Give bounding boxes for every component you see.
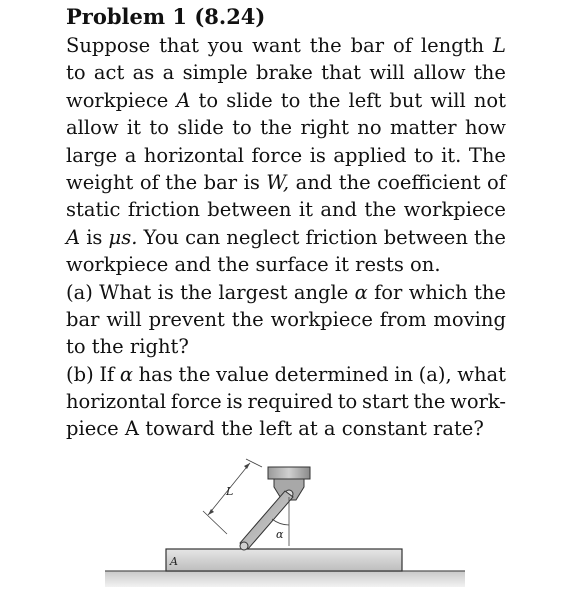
dimension-arrow-bottom [208,509,214,515]
workpiece-label: A [170,555,178,568]
problem-text-line: A is μs. You can neglect friction between the [66,225,506,249]
problem-text [66,32,506,443]
problem-text-line: workpiece and the surface it rests on. [66,253,441,277]
length-label: L [226,485,234,498]
brake-bar [240,491,293,549]
problem-text-line: (b) If α has the value determined in (a), what [66,362,506,386]
problem-text-line: to the right? [66,335,189,359]
brake-diagram [100,445,470,595]
problem-text-line: workpiece A to slide to the left but will not [66,88,506,112]
dimension-arrow-top [244,463,250,469]
problem-text-line: (a) What is the largest angle α for which the [66,280,506,304]
ground-surface [105,571,465,587]
problem-text-line: large a horizontal force is applied to it. The [66,143,506,167]
bar-contact-end [240,542,248,550]
problem-title: Problem 1 (8.24) [66,4,266,29]
problem-text-line: bar will prevent the workpiece from moving [66,307,506,331]
mount-top-plate [268,467,310,479]
brake-figure [100,445,470,595]
angle-label: α [276,528,284,541]
problem-text-line: weight of the bar is W, and the coefficient of [66,170,506,194]
workpiece-block [166,549,402,571]
dimension-extension-bottom [203,511,227,534]
problem-text-line: horizontal force is required to start the work- [66,390,506,414]
problem-text-line: static friction between it and the workpiece [66,198,506,222]
problem-text-line: piece A toward the left at a constant rate? [66,417,484,441]
problem-text-line: Suppose that you want the bar of length L [66,34,506,57]
problem-text-line: to act as a simple brake that will allow the [66,61,506,85]
problem-statement [66,4,506,443]
angle-arc [272,519,289,525]
problem-text-line: allow it to slide to the right no matter how [66,116,506,140]
